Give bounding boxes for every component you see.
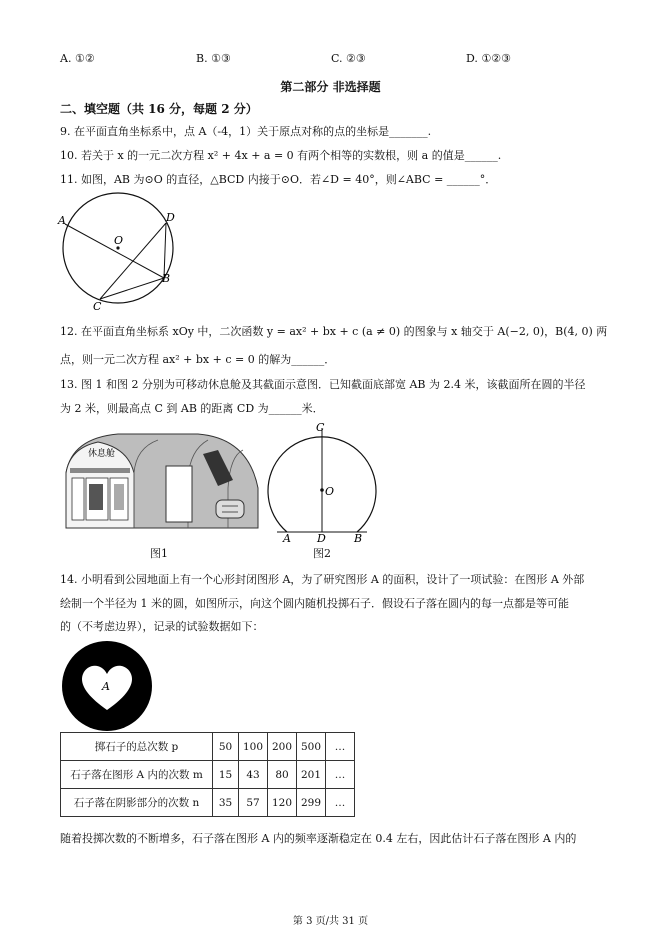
table-cell: 43 bbox=[239, 761, 268, 789]
option-b bbox=[196, 52, 231, 66]
heart-label-a: A bbox=[102, 680, 110, 693]
fig2-label-c: C bbox=[316, 421, 325, 434]
question-14-line2: 绘制一个半径为 1 米的圆，如图所示，向这个圆内随机投掷石子．假设石子落在圆内的每一点都是等可能 bbox=[60, 597, 569, 610]
fig11-label-o: O bbox=[114, 234, 124, 247]
question-13-line2: 为 2 米，则最高点 C 到 AB 的距离 CD 为______米． bbox=[60, 402, 324, 415]
table-cell: … bbox=[326, 761, 355, 789]
table-cell: … bbox=[326, 733, 355, 761]
table-row bbox=[61, 761, 355, 789]
part2-title: 第二部分 非选择题 bbox=[280, 80, 381, 94]
section-heading: 二、填空题（共 16 分，每题 2 分） bbox=[60, 102, 258, 116]
table-cell: … bbox=[326, 789, 355, 817]
table-cell: 35 bbox=[213, 789, 239, 817]
table-cell: 299 bbox=[297, 789, 326, 817]
fig2-caption: 图2 bbox=[313, 547, 331, 560]
question-14-tail: 随着投掷次数的不断增多，石子落在图形 A 内的频率逐渐稳定在 0.4 左右，因此估计石子落在图形 A 内的 bbox=[60, 832, 577, 845]
page-footer: 第 3 页/共 31 页 bbox=[292, 916, 369, 927]
option-d bbox=[466, 52, 511, 66]
fig11-label-a: A bbox=[58, 214, 66, 227]
row-label: 石子落在阴影部分的次数 n bbox=[61, 789, 213, 817]
table-cell: 57 bbox=[239, 789, 268, 817]
option-value: ①②③ bbox=[481, 52, 512, 65]
table-cell: 120 bbox=[268, 789, 297, 817]
option-value: ①② bbox=[74, 52, 95, 65]
option-value: ①③ bbox=[211, 52, 231, 65]
table-row bbox=[61, 733, 355, 761]
option-letter: C. bbox=[331, 52, 343, 65]
option-value: ②③ bbox=[346, 52, 366, 65]
cross-section-figure-2 bbox=[265, 420, 375, 545]
experiment-table bbox=[60, 732, 355, 817]
heart-in-circle-figure bbox=[61, 640, 153, 732]
table-cell: 500 bbox=[297, 733, 326, 761]
option-a bbox=[60, 52, 95, 66]
fig11-label-c: C bbox=[93, 300, 102, 313]
table-cell: 201 bbox=[297, 761, 326, 789]
row-label: 石子落在图形 A 内的次数 m bbox=[61, 761, 213, 789]
option-c bbox=[331, 52, 366, 66]
question-12-line1: 12. 在平面直角坐标系 xOy 中，二次函数 y = ax² + bx + c (a ≠ 0) 的图象与 x 轴交于 A(−2, 0)，B(4, 0) 两 bbox=[60, 325, 608, 338]
cabin-sign: 休息舱 bbox=[88, 449, 116, 459]
cabin-figure-1 bbox=[58, 428, 268, 538]
question-14-line3: 的（不考虑边界），记录的试验数据如下： bbox=[60, 620, 264, 633]
option-letter: B. bbox=[196, 52, 208, 65]
table-cell: 200 bbox=[268, 733, 297, 761]
table-cell: 100 bbox=[239, 733, 268, 761]
fig1-caption: 图1 bbox=[150, 547, 168, 560]
fig11-label-d: D bbox=[166, 211, 175, 224]
option-letter: A. bbox=[60, 52, 72, 65]
option-letter: D. bbox=[466, 52, 478, 65]
fig2-label-d: D bbox=[317, 532, 326, 545]
fig2-label-a: A bbox=[283, 532, 291, 545]
table-cell: 50 bbox=[213, 733, 239, 761]
question-13-line1: 13. 图 1 和图 2 分别为可移动休息舱及其截面示意图．已知截面底部宽 AB 为 2.4 米，该截面所在圆的半径 bbox=[60, 378, 586, 391]
fig2-label-o: O bbox=[325, 485, 335, 498]
question-9: 9. 在平面直角坐标系中，点 A（-4，1）关于原点对称的点的坐标是_______. bbox=[60, 125, 432, 138]
table-cell: 15 bbox=[213, 761, 239, 789]
question-12-line2: 点，则一元二次方程 ax² + bx + c = 0 的解为______． bbox=[60, 353, 336, 366]
row-label: 掷石子的总次数 p bbox=[61, 733, 213, 761]
q11-circle-figure bbox=[58, 202, 188, 312]
question-14-line1: 14. 小明看到公园地面上有一个心形封闭图形 A，为了研究图形 A 的面积，设计了一项试验：在图形 A 外部 bbox=[60, 573, 585, 586]
fig2-label-b: B bbox=[354, 532, 363, 545]
fig11-label-b: B bbox=[162, 272, 171, 285]
question-10: 10. 若关于 x 的一元二次方程 x² + 4x + a = 0 有两个相等的实数根，则 a 的值是______. bbox=[60, 149, 502, 162]
table-cell: 80 bbox=[268, 761, 297, 789]
table-row bbox=[61, 789, 355, 817]
question-11: 11. 如图，AB 为⊙O 的直径，△BCD 内接于⊙O．若∠D = 40°，则∠ABC = ______°． bbox=[60, 173, 497, 186]
